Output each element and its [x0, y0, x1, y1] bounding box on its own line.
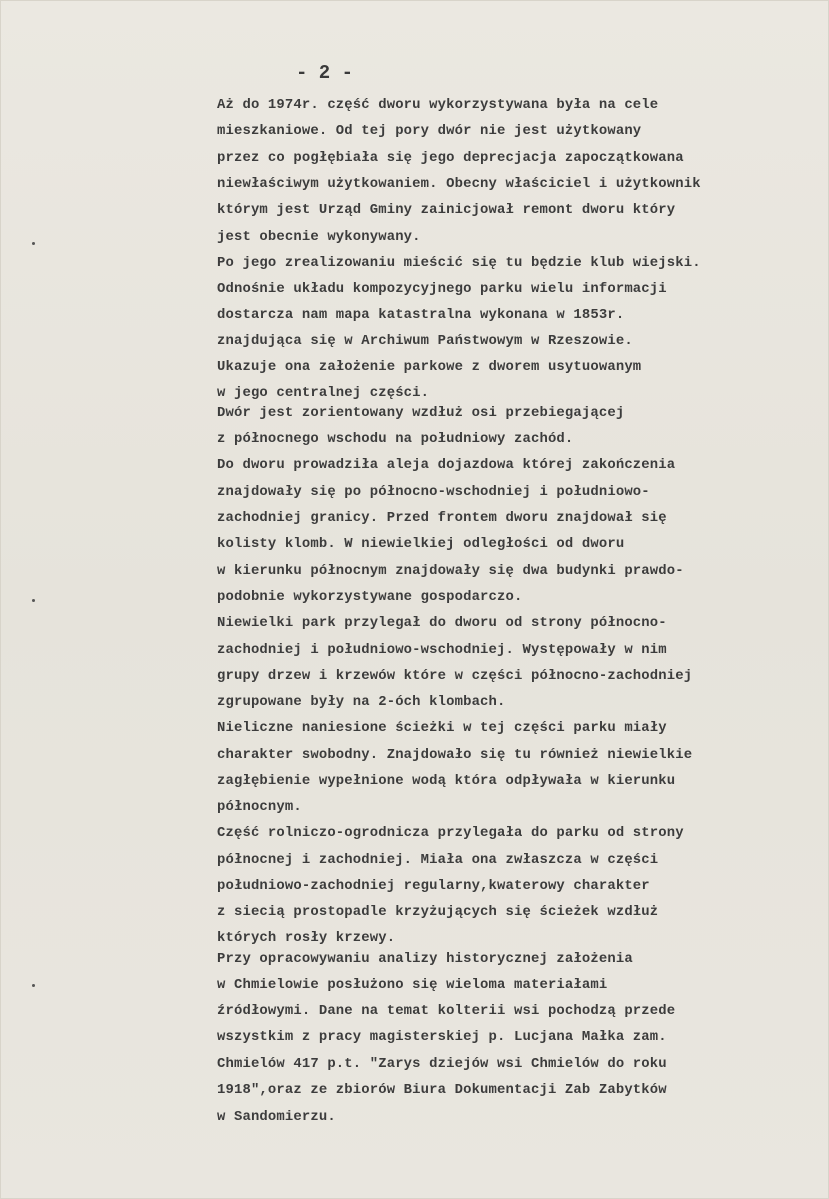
- text-line: zachodniej granicy. Przed frontem dworu znajdował się: [217, 510, 667, 526]
- text-line: Ukazuje ona założenie parkowe z dworem usytuowanym: [217, 359, 642, 375]
- text-line: charakter swobodny. Znajdowało się tu również niewielkie: [217, 747, 693, 763]
- text-line: znajdowały się po północno-wschodniej i południowo-: [217, 484, 650, 500]
- text-line: Chmielów 417 p.t. "Zarys dziejów wsi Chmielów do roku: [217, 1056, 667, 1072]
- text-line: południowo-zachodniej regularny,kwaterowy charakter: [217, 878, 650, 894]
- text-line: w Sandomierzu.: [217, 1109, 336, 1125]
- text-line: z siecią prostopadle krzyżujących się ścieżek wzdłuż: [217, 904, 659, 920]
- text-line: zagłębienie wypełnione wodą która odpływała w kierunku: [217, 773, 676, 789]
- text-line: zgrupowane były na 2-óch klombach.: [217, 694, 506, 710]
- text-line: Część rolniczo-ogrodnicza przylegała do parku od strony: [217, 825, 684, 841]
- text-line: Aż do 1974r. część dworu wykorzystywana była na cele: [217, 97, 659, 113]
- text-line: znajdująca się w Archiwum Państwowym w Rzeszowie.: [217, 333, 633, 349]
- text-line: Dwór jest zorientowany wzdłuż osi przebiegającej: [217, 405, 625, 421]
- text-line: podobnie wykorzystywane gospodarczo.: [217, 589, 523, 605]
- text-line: których rosły krzewy.: [217, 930, 396, 946]
- text-line: Nieliczne naniesione ścieżki w tej części parku miały: [217, 720, 667, 736]
- text-line: w Chmielowie posłużono się wieloma materiałami: [217, 977, 608, 993]
- text-line: w kierunku północnym znajdowały się dwa budynki prawdo-: [217, 563, 684, 579]
- text-line: Odnośnie układu kompozycyjnego parku wielu informacji: [217, 281, 667, 297]
- text-line: przez co pogłębiała się jego deprecjacja zapoczątkowana: [217, 150, 684, 166]
- text-line: Niewielki park przylegał do dworu od strony północno-: [217, 615, 667, 631]
- text-line: północnej i zachodniej. Miała ona zwłaszcza w części: [217, 852, 659, 868]
- text-line: w jego centralnej części.: [217, 385, 430, 401]
- text-line: mieszkaniowe. Od tej pory dwór nie jest użytkowany: [217, 123, 642, 139]
- text-line: północnym.: [217, 799, 302, 815]
- text-line: niewłaściwym użytkowaniem. Obecny właściciel i użytkownik: [217, 176, 701, 192]
- text-line: zachodniej i południowo-wschodniej. Występowały w nim: [217, 642, 667, 658]
- punch-hole-mark: [32, 599, 35, 602]
- text-line: Przy opracowywaniu analizy historycznej założenia: [217, 951, 633, 967]
- text-line: źródłowymi. Dane na temat kolterii wsi pochodzą przede: [217, 1003, 676, 1019]
- punch-hole-mark: [32, 242, 35, 245]
- text-line: Do dworu prowadziła aleja dojazdowa której zakończenia: [217, 457, 676, 473]
- text-line: którym jest Urząd Gminy zainicjował remont dworu który: [217, 202, 676, 218]
- text-line: wszystkim z pracy magisterskiej p. Lucjana Małka zam.: [217, 1029, 667, 1045]
- text-line: 1918",oraz ze zbiorów Biura Dokumentacji Zab Zabytków: [217, 1082, 667, 1098]
- text-line: grupy drzew i krzewów które w części północno-zachodniej: [217, 668, 693, 684]
- text-line: jest obecnie wykonywany.: [217, 229, 421, 245]
- text-line: kolisty klomb. W niewielkiej odległości od dworu: [217, 536, 625, 552]
- text-line: dostarcza nam mapa katastralna wykonana w 1853r.: [217, 307, 625, 323]
- text-line: Po jego zrealizowaniu mieścić się tu będzie klub wiejski.: [217, 255, 701, 271]
- page-number: - 2 -: [296, 62, 354, 84]
- text-line: z północnego wschodu na południowy zachód.: [217, 431, 574, 447]
- punch-hole-mark: [32, 984, 35, 987]
